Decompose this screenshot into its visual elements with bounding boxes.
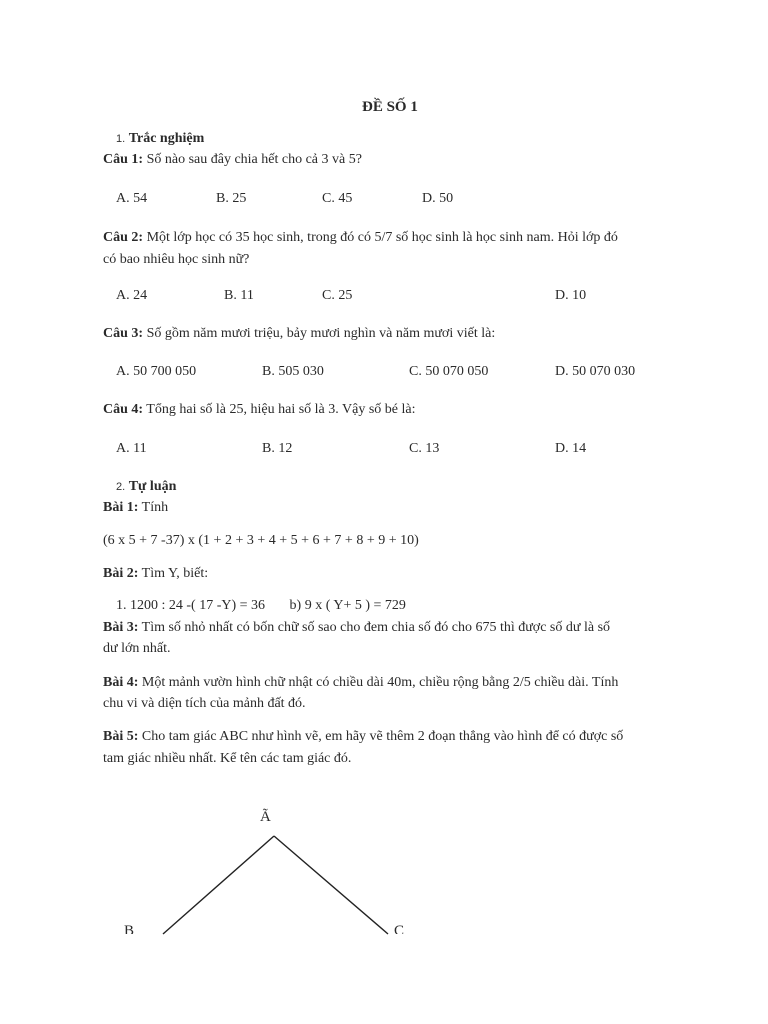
section-1-label: Trắc nghiệm bbox=[128, 131, 205, 146]
exercise-4-label: Bài 4: bbox=[103, 675, 139, 690]
question-4-text: Tổng hai số là 25, hiệu hai số là 3. Vậy số bé là: bbox=[143, 402, 416, 417]
vertex-c-label: C bbox=[394, 923, 405, 934]
q3-option-a: A. 50 700 050 bbox=[116, 364, 197, 379]
question-1-text: Số nào sau đây chia hết cho cả 3 và 5? bbox=[143, 152, 362, 167]
q2-option-a: A. 24 bbox=[116, 288, 148, 303]
question-2-text-line2: có bao nhiêu học sinh nữ? bbox=[103, 252, 250, 267]
exercise-4-text: Một mảnh vườn hình chữ nhật có chiều dài 40m, chiều rộng bằng 2/5 chiều dài. Tính bbox=[138, 675, 619, 690]
exercise-2-equations: 1. 1200 : 24 -( 17 -Y) = 36 b) 9 x ( Y+ 5 ) = 729 bbox=[116, 598, 406, 613]
q4-option-b: B. 12 bbox=[262, 441, 293, 456]
q3-option-d: D. 50 070 030 bbox=[555, 364, 636, 379]
q1-option-b: B. 25 bbox=[216, 191, 247, 206]
vertex-b-label: B bbox=[124, 923, 135, 934]
q4-option-d: D. 14 bbox=[555, 441, 587, 456]
exercise-3-text-line2: dư lớn nhất. bbox=[103, 641, 171, 656]
question-2-text: Một lớp học có 35 học sinh, trong đó có 5/7 số học sinh là học sinh nam. Hỏi lớp đó bbox=[143, 230, 618, 245]
q2-option-b: B. 11 bbox=[224, 288, 254, 303]
question-3-text: Số gồm năm mươi triệu, bảy mươi nghìn và năm mươi viết là: bbox=[143, 326, 496, 341]
q1-option-c: C. 45 bbox=[322, 191, 353, 206]
section-2-number: 2. bbox=[116, 481, 126, 493]
q2-option-d: D. 10 bbox=[555, 288, 587, 303]
q1-option-a: A. 54 bbox=[116, 191, 148, 206]
question-4-label: Câu 4: bbox=[103, 402, 144, 417]
q2-option-c: C. 25 bbox=[322, 288, 353, 303]
section-2-label: Tự luận bbox=[128, 479, 177, 494]
exercise-5-text-line2: tam giác nhiều nhất. Kể tên các tam giác đó. bbox=[103, 751, 352, 766]
q4-option-a: A. 11 bbox=[116, 441, 147, 456]
q1-option-d: D. 50 bbox=[422, 191, 454, 206]
exercise-2-text: Tìm Y, biết: bbox=[138, 566, 209, 581]
question-1-label: Câu 1: bbox=[103, 152, 144, 167]
question-3-label: Câu 3: bbox=[103, 326, 144, 341]
q4-option-c: C. 13 bbox=[409, 441, 440, 456]
exercise-1-expression: (6 x 5 + 7 -37) x (1 + 2 + 3 + 4 + 5 + 6 + 7 + 8 + 9 + 10) bbox=[103, 533, 419, 548]
q3-option-b: B. 505 030 bbox=[262, 364, 324, 379]
exercise-4-text-line2: chu vi và diện tích của mảnh đất đó. bbox=[103, 696, 306, 711]
exercise-1-text: Tính bbox=[138, 500, 169, 515]
q3-option-c: C. 50 070 050 bbox=[409, 364, 489, 379]
page-title: ĐỀ SỐ 1 bbox=[362, 99, 418, 115]
exercise-3-label: Bài 3: bbox=[103, 620, 139, 635]
exercise-5-label: Bài 5: bbox=[103, 729, 139, 744]
section-1-number: 1. bbox=[116, 133, 126, 145]
exercise-5-text: Cho tam giác ABC như hình vẽ, em hãy vẽ thêm 2 đoạn thẳng vào hình để có được số bbox=[138, 729, 624, 744]
vertex-a-label: Ã bbox=[260, 809, 271, 825]
question-2-label: Câu 2: bbox=[103, 230, 144, 245]
exercise-3-text: Tìm số nhỏ nhất có bốn chữ số sao cho đem chia số đó cho 675 thì được số dư là số bbox=[138, 620, 611, 635]
exercise-1-label: Bài 1: bbox=[103, 500, 139, 515]
side-ab bbox=[163, 836, 274, 934]
exercise-2-label: Bài 2: bbox=[103, 566, 139, 581]
side-ac bbox=[274, 836, 388, 934]
